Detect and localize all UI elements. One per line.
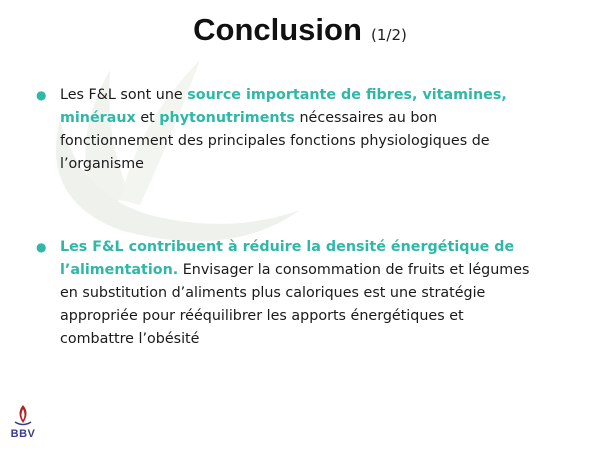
- bullet-item: [36, 84, 536, 176]
- text-segment: Les F&L sont une: [60, 87, 188, 103]
- title-page-indicator: (1/2): [371, 26, 407, 44]
- text-segment: et: [135, 110, 160, 126]
- bullet-dot-icon: ●: [36, 240, 47, 254]
- bullet-text: [60, 236, 536, 351]
- logo-text: BBV: [10, 428, 36, 440]
- highlight-segment: Les F&L contribuent à réduire la densité énergétique de l’alimentation.: [60, 239, 515, 278]
- leaf-logo-icon: [12, 404, 34, 426]
- text-segment: nécessaires au bon fonctionnement des principales fonctions physiologiques de l’organisme: [60, 110, 490, 172]
- title-text: Conclusion: [193, 12, 362, 47]
- text-segment: Envisager la consommation de fruits et légumes en substitution d’aliments plus caloriques est une stratégie appropriée pour rééquilibrer les apports énergétiques et combattre l’obésité: [60, 262, 530, 347]
- highlight-segment: source importante de fibres, vitamines, minéraux: [60, 87, 507, 126]
- bullet-item: [36, 236, 536, 351]
- bbv-logo: [6, 404, 40, 440]
- bullet-text: [60, 84, 536, 176]
- slide-title: [0, 12, 600, 48]
- bullet-dot-icon: ●: [36, 88, 47, 102]
- highlight-segment: phytonutriments: [159, 110, 295, 126]
